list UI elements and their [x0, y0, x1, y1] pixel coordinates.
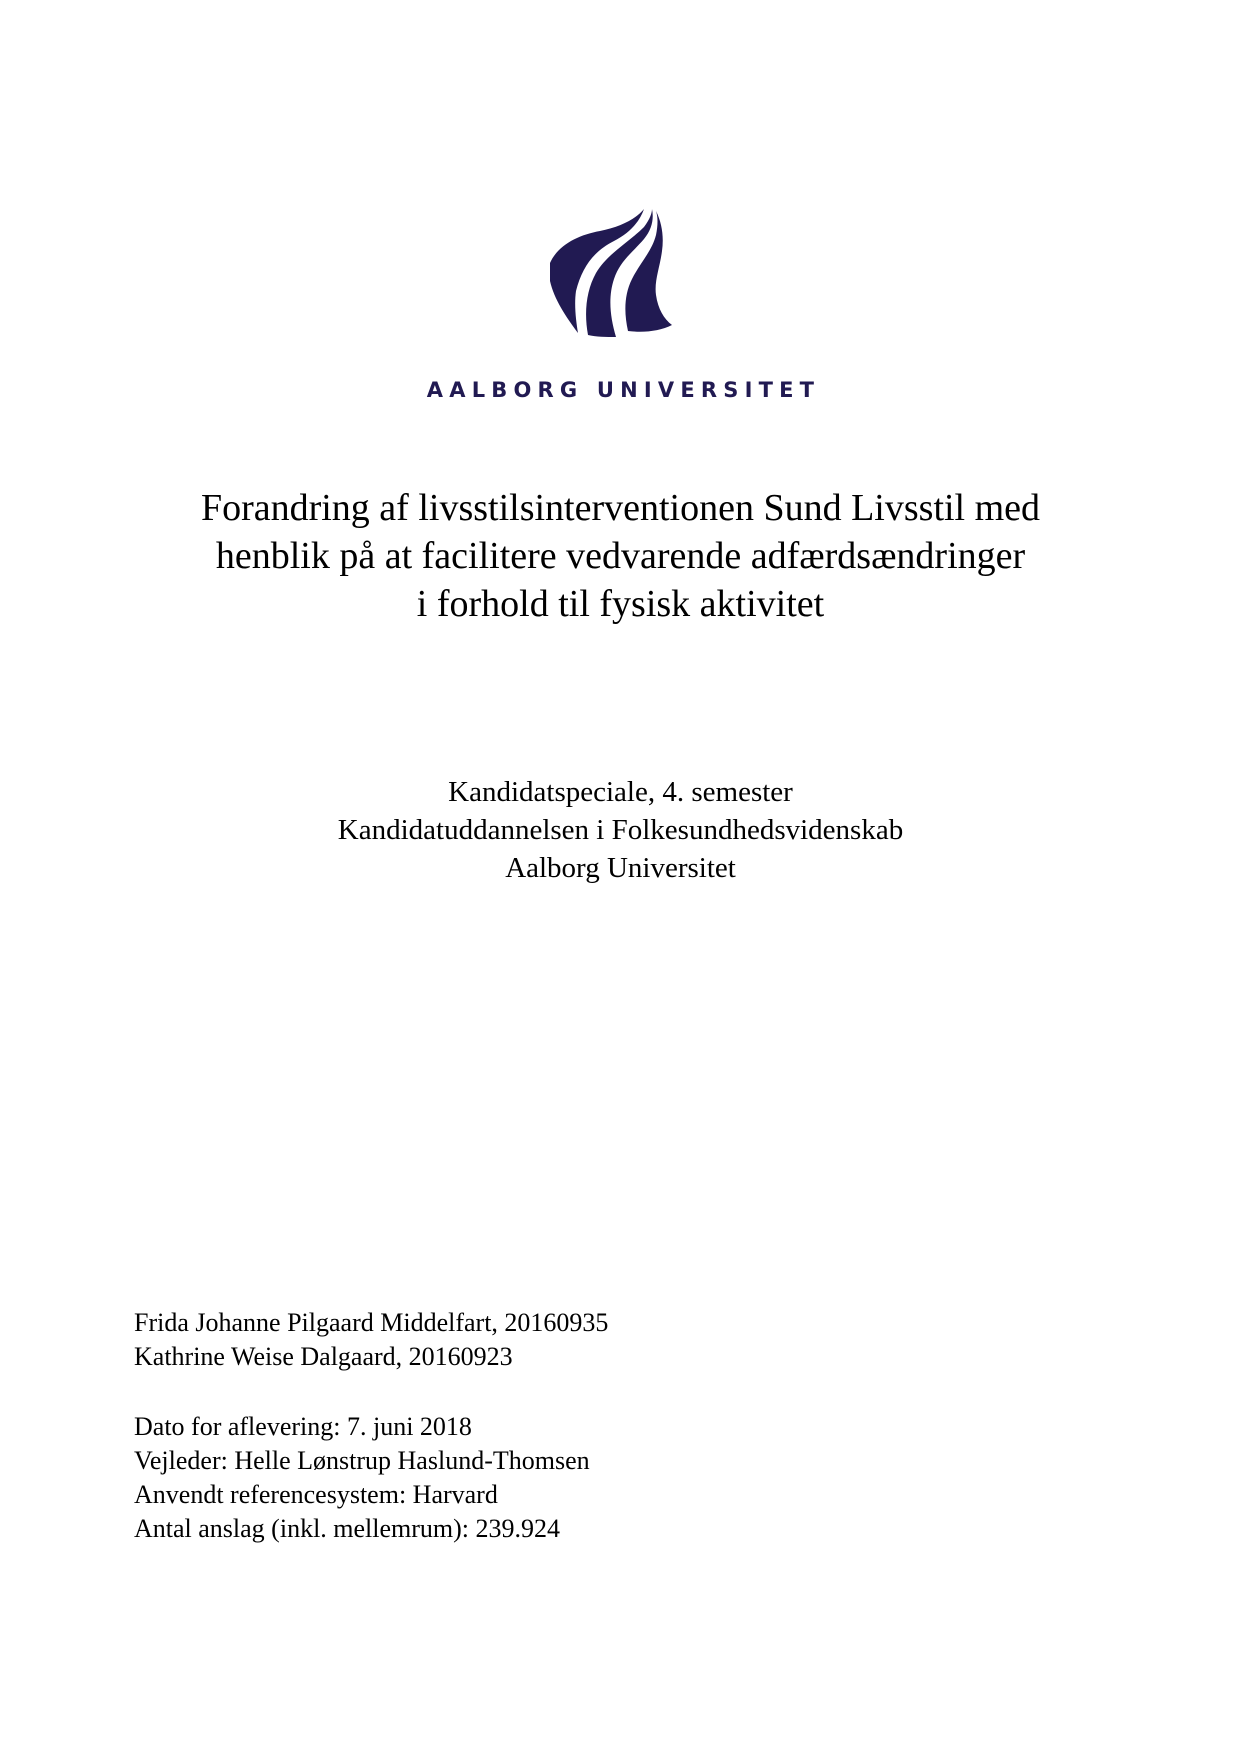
university-wordmark: AALBORG UNIVERSITET: [426, 378, 821, 402]
submission-details: [134, 1410, 590, 1546]
submission-date: Dato for aflevering: 7. juni 2018: [134, 1412, 472, 1441]
subtitle-line-university: Aalborg Universitet: [505, 852, 736, 884]
title-line: Forandring af livsstilsinterventionen Sund Livsstil med: [200, 487, 1041, 529]
subtitle-line-semester: Kandidatspeciale, 4. semester: [448, 776, 793, 808]
supervisor: Vejleder: Helle Lønstrup Haslund-Thomsen: [134, 1446, 590, 1475]
title-line: henblik på at facilitere vedvarende adfærdsændringer: [215, 535, 1026, 577]
authors-list: [134, 1306, 608, 1374]
author: Frida Johanne Pilgaard Middelfart, 20160935: [134, 1308, 609, 1337]
character-count: Antal anslag (inkl. mellemrum): 239.924: [134, 1514, 561, 1543]
thesis-subtitle: [0, 773, 1241, 887]
title-line: i forhold til fysisk aktivitet: [416, 583, 825, 625]
author: Kathrine Weise Dalgaard, 20160923: [134, 1342, 513, 1371]
thesis-title: [0, 484, 1241, 628]
aalborg-university-logo-icon: [548, 205, 674, 339]
subtitle-line-programme: Kandidatuddannelsen i Folkesundhedsvidenskab: [337, 814, 904, 846]
reference-system: Anvendt referencesystem: Harvard: [134, 1480, 498, 1509]
